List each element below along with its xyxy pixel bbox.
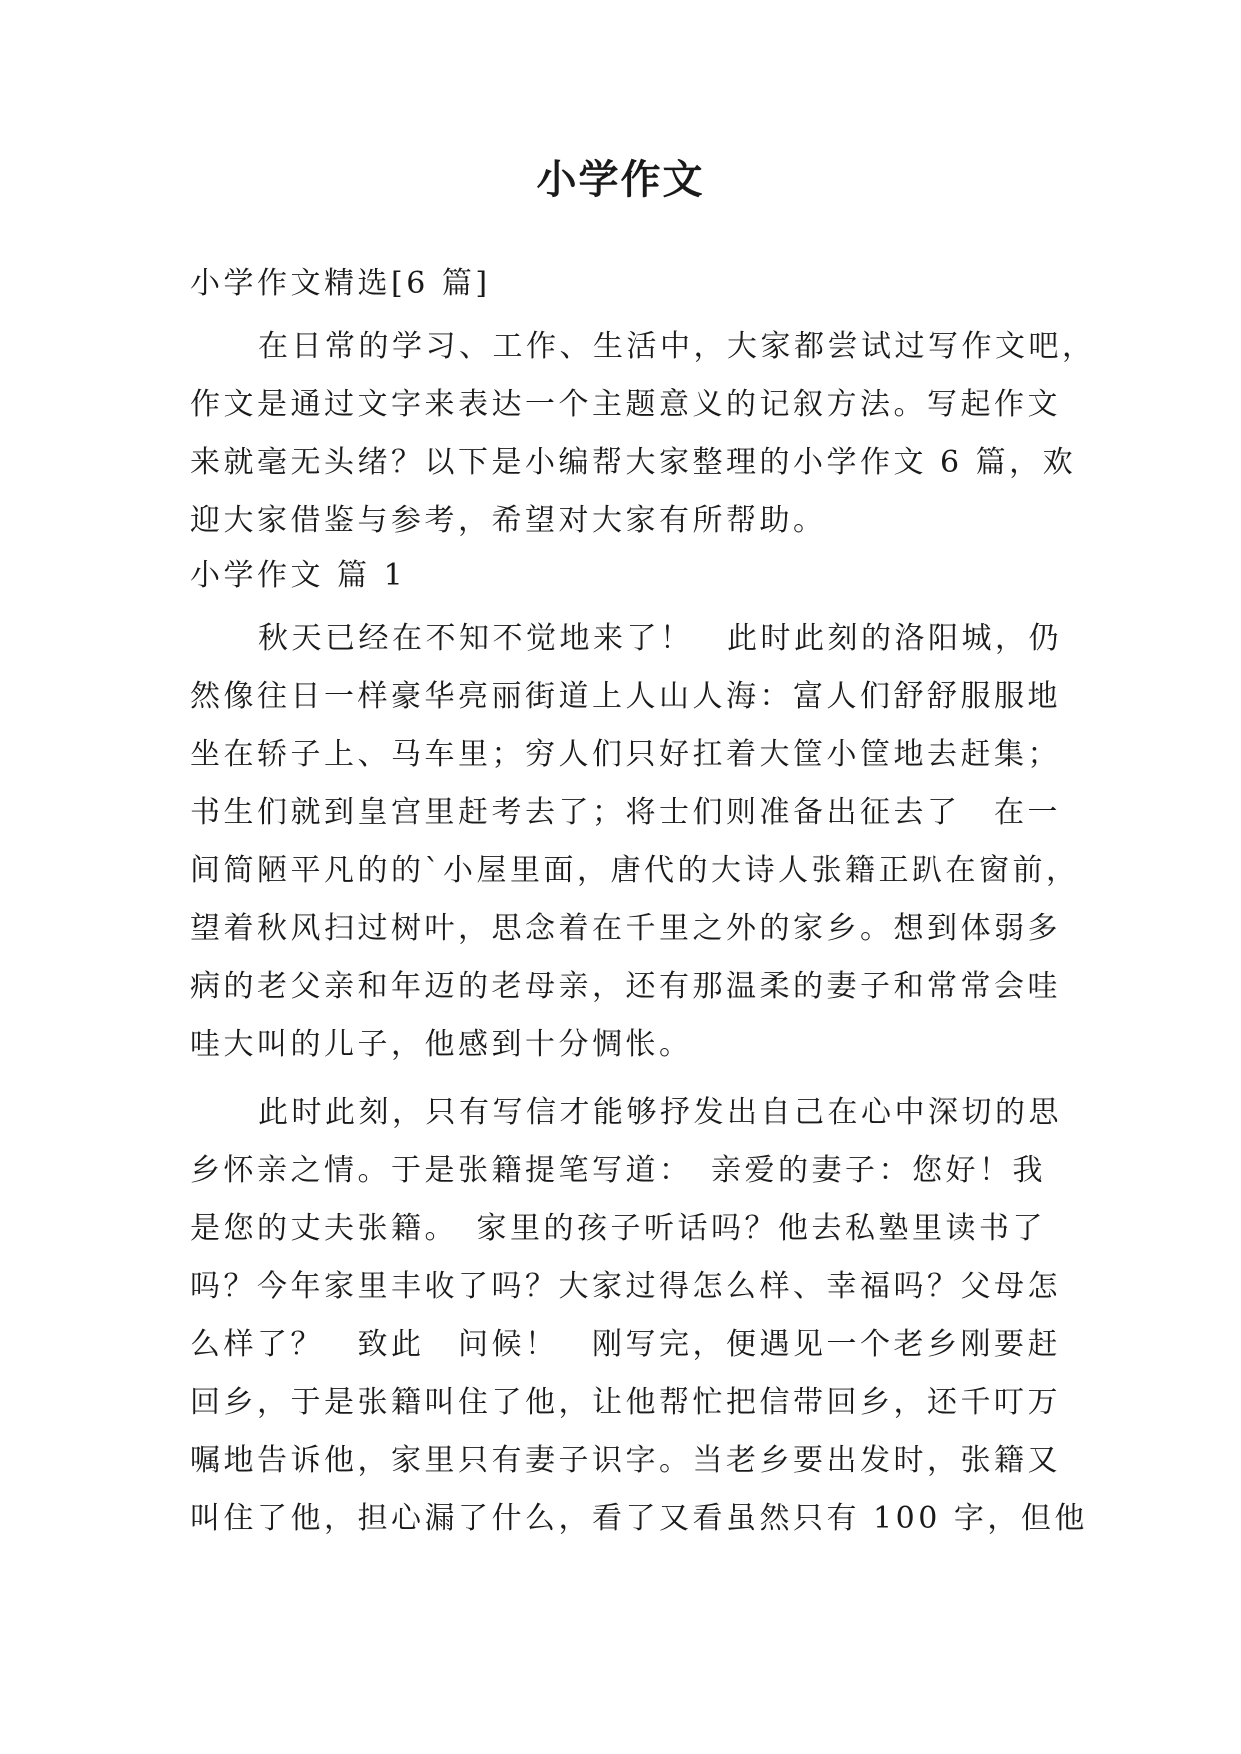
- paragraph-1: [190, 610, 1080, 1074]
- text-line: 吗？今年家里丰收了吗？大家过得怎么样、幸福吗？父母怎: [190, 1269, 1061, 1304]
- text-line: 秋天已经在不知不觉地来了！ 此时此刻的洛阳城，仍: [258, 621, 1062, 656]
- text-line: 在日常的学习、工作、生活中，大家都尝试过写作文吧，: [258, 329, 1096, 364]
- document-body: [190, 258, 1096, 1548]
- text-line: 迎大家借鉴与参考，希望对大家有所帮助。: [190, 503, 827, 538]
- text-line: 嘱地告诉他，家里只有妻子识字。当老乡要出发时，张籍又: [190, 1443, 1061, 1478]
- text-line: 作文是通过文字来表达一个主题意义的记叙方法。写起作文: [190, 387, 1061, 422]
- text-line: 间简陋平凡的的`小屋里面，唐代的大诗人张籍正趴在窗前，: [190, 853, 1080, 888]
- text-line: 哇大叫的儿子，他感到十分惆怅。: [190, 1027, 693, 1062]
- text-line: 回乡，于是张籍叫住了他，让他帮忙把信带回乡，还千叮万: [190, 1385, 1061, 1420]
- text-line: 叫住了他，担心漏了什么，看了又看虽然只有 100 字，但他: [190, 1501, 1088, 1536]
- text-line: 乡怀亲之情。于是张籍提笔写道： 亲爱的妻子：您好！我: [190, 1153, 1046, 1188]
- text-line: 是您的丈夫张籍。 家里的孩子听话吗？他去私塾里读书了: [190, 1211, 1046, 1246]
- document-subtitle: 小学作文精选[6 篇]: [190, 266, 491, 301]
- text-line: 坐在轿子上、马车里；穷人们只好扛着大筐小筐地去赶集；: [190, 737, 1061, 772]
- text-line: 来就毫无头绪？以下是小编帮大家整理的小学作文 6 篇，欢: [190, 445, 1077, 480]
- text-line: 么样了？ 致此 问候！ 刚写完，便遇见一个老乡刚要赶: [190, 1327, 1061, 1362]
- text-line: 病的老父亲和年迈的老母亲，还有那温柔的妻子和常常会哇: [190, 969, 1061, 1004]
- text-line: 书生们就到皇宫里赶考去了；将士们则准备出征去了 在一: [190, 795, 1061, 830]
- document-title: 小学作文: [536, 156, 705, 203]
- section-heading: 小学作文 篇 1: [190, 558, 407, 593]
- text-line: 望着秋风扫过树叶，思念着在千里之外的家乡。想到体弱多: [190, 911, 1061, 946]
- text-line: 然像往日一样豪华亮丽街道上人山人海：富人们舒舒服服地: [190, 679, 1061, 714]
- text-line: 此时此刻，只有写信才能够抒发出自己在心中深切的思: [258, 1095, 1062, 1130]
- paragraph-2: [190, 1084, 1088, 1548]
- intro-paragraph: [190, 318, 1096, 550]
